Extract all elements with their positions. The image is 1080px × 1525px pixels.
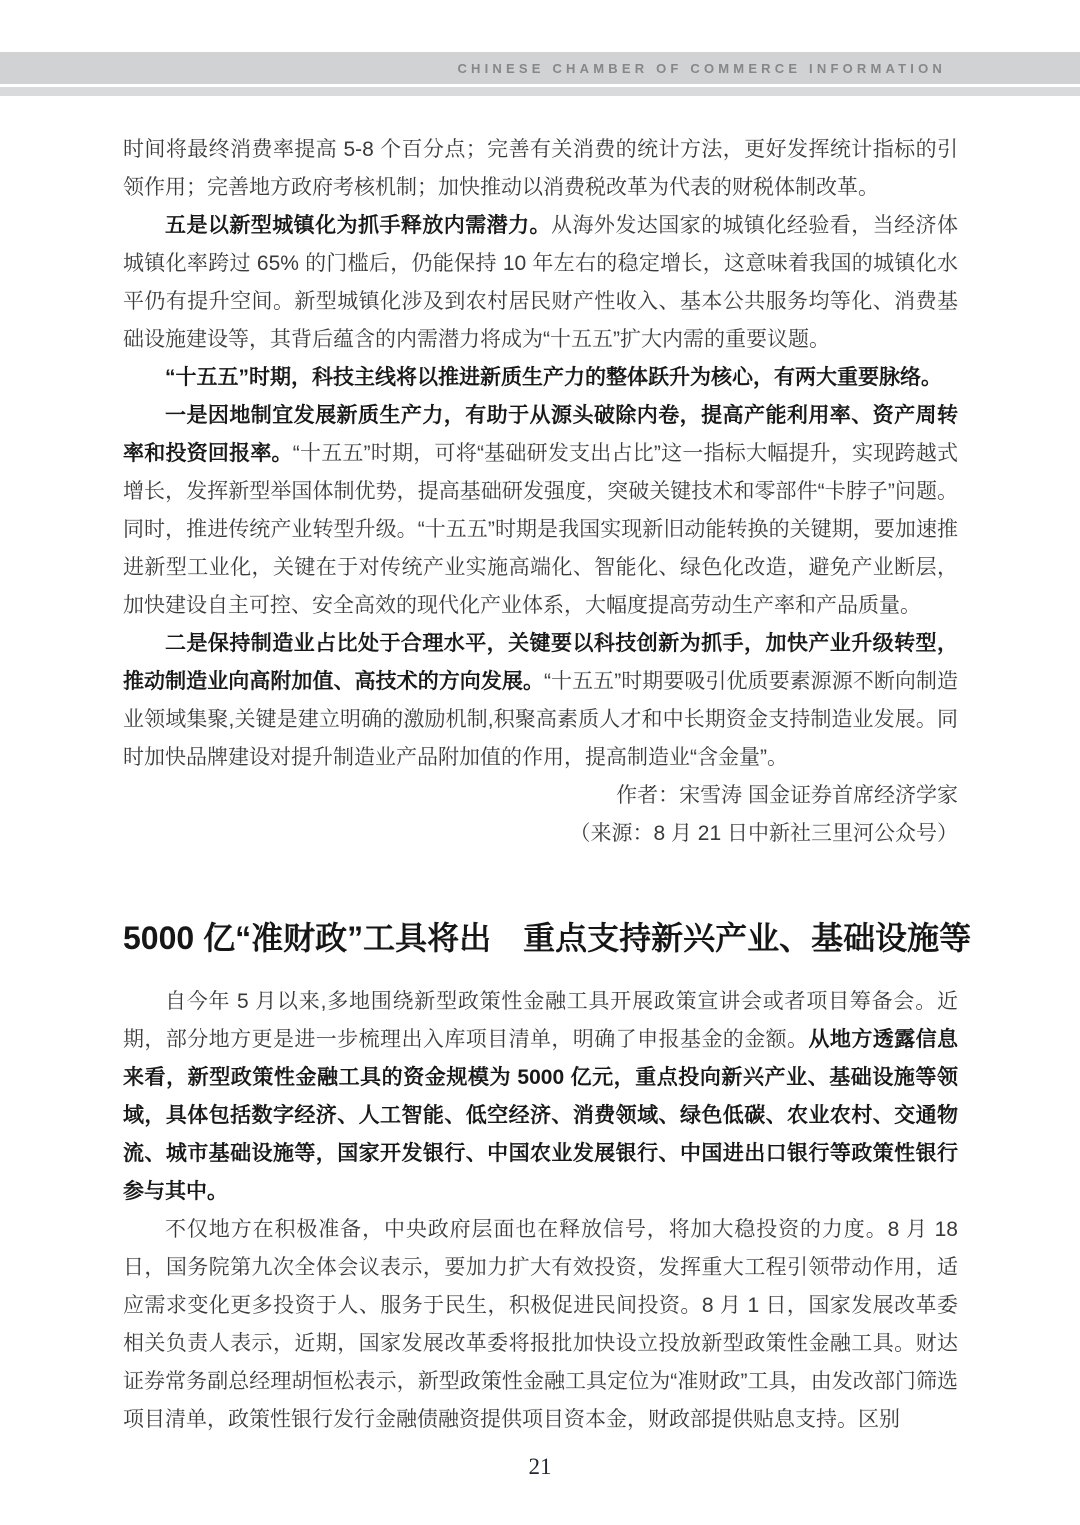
paragraph: [123, 1211, 958, 1439]
paragraph: [123, 131, 958, 207]
article-headline: 5000 亿“准财政”工具将出 重点支持新兴产业、基础设施等: [123, 920, 972, 956]
paragraph-text: 从海外发达国家的城镇化经验看，当经济体城镇化率跨过 65% 的门槛后，仍能保持 10 年左右的稳定增长，这意味着我国的城镇化水平仍有提升空间。新型城镇化涉及到农村居民财产性收入、基本公共服务均等化、消费基础设施建设等，其背后蕴含的内需潜力将成为“十五五”扩大内需的重要议题。: [123, 214, 958, 351]
article-2-body: [123, 983, 958, 1439]
paragraph-lead-bold: 五是以新型城镇化为抓手释放内需潜力。: [165, 214, 551, 237]
header-bar-thin: [0, 87, 1080, 96]
paragraph: [123, 625, 958, 777]
page-number: 21: [528, 1454, 552, 1479]
header-bar: [0, 52, 1080, 84]
paragraph-tail-bold: 从地方透露信息来看，新型政策性金融工具的资金规模为 5000 亿元，重点投向新兴产业、基础设施等领域，具体包括数字经济、人工智能、低空经济、消费领域、绿色低碳、农业农村、交通物流、城市基础设施等，国家开发银行、中国农业发展银行、中国进出口银行等政策性银行参与其中。: [123, 1028, 959, 1203]
paragraph-text: 时间将最终消费率提高 5-8 个百分点；完善有关消费的统计方法，更好发挥统计指标的引领作用；完善地方政府考核机制；加快推动以消费税改革为代表的财税体制改革。: [123, 138, 958, 199]
paragraph-text: “十五五”时期，可将“基础研发支出占比”这一指标大幅提升，实现跨越式增长，发挥新型举国体制优势，提高基础研发强度，突破关键技术和零部件“卡脖子”问题。同时，推进传统产业转型升级。“十五五”时期是我国实现新旧动能转换的关键期，要加速推进新型工业化，关键在于对传统产业实施高端化、智能化、绿色化改造，避免产业断层，加快建设自主可控、安全高效的现代化产业体系，大幅度提高劳动生产率和产品质量。: [123, 442, 958, 617]
article-1-body: [123, 131, 958, 853]
paragraph-lead-bold: 二是保持制造业占比处于合理水平，关键要以科技创新为抓手，加快产业升级转型，推动制造业向高附加值、高技术的方向发展。: [123, 632, 958, 693]
paragraph: [123, 207, 958, 359]
paragraph: [123, 359, 958, 397]
paragraph: [123, 397, 958, 625]
paragraph-text: “十五五”时期要吸引优质要素源源不断向制造业领域集聚,关键是建立明确的激励机制,积聚高素质人才和中长期资金支持制造业发展。同时加快品牌建设对提升制造业产品附加值的作用，提高制造业“含金量”。: [123, 670, 958, 769]
byline-author: 作者：宋雪涛 国金证券首席经济学家: [616, 784, 958, 807]
header-title: CHINESE CHAMBER OF COMMERCE INFORMATION: [457, 60, 946, 76]
byline-source: （来源：8 月 21 日中新社三里河公众号）: [569, 822, 958, 845]
paragraph: [123, 983, 958, 1211]
paragraph-text: 不仅地方在积极准备，中央政府层面也在释放信号，将加大稳投资的力度。8 月 18 日，国务院第九次全体会议表示，要加力扩大有效投资，发挥重大工程引领带动作用，适应需求变化更多投资于人、服务于民生，积极促进民间投资。8 月 1 日，国家发展改革委相关负责人表示，近期，国家发展改革委将报批加快设立投放新型政策性金融工具。财达证券常务副总经理胡恒松表示，新型政策性金融工具定位为“准财政”工具，由发改部门筛选项目清单，政策性银行发行金融债融资提供项目资本金，财政部提供贴息支持。区别: [123, 1218, 958, 1431]
paragraph-lead-bold: 一是因地制宜发展新质生产力，有助于从源头破除内卷，提高产能利用率、资产周转率和投资回报率。: [123, 404, 958, 465]
paragraph-text: 自今年 5 月以来,多地围绕新型政策性金融工具开展政策宣讲会或者项目筹备会。近期，部分地方更是进一步梳理出入库项目清单，明确了申报基金的金额。: [123, 990, 958, 1051]
paragraph-lead-bold: “十五五”时期，科技主线将以推进新质生产力的整体跃升为核心，有两大重要脉络。: [165, 366, 942, 389]
